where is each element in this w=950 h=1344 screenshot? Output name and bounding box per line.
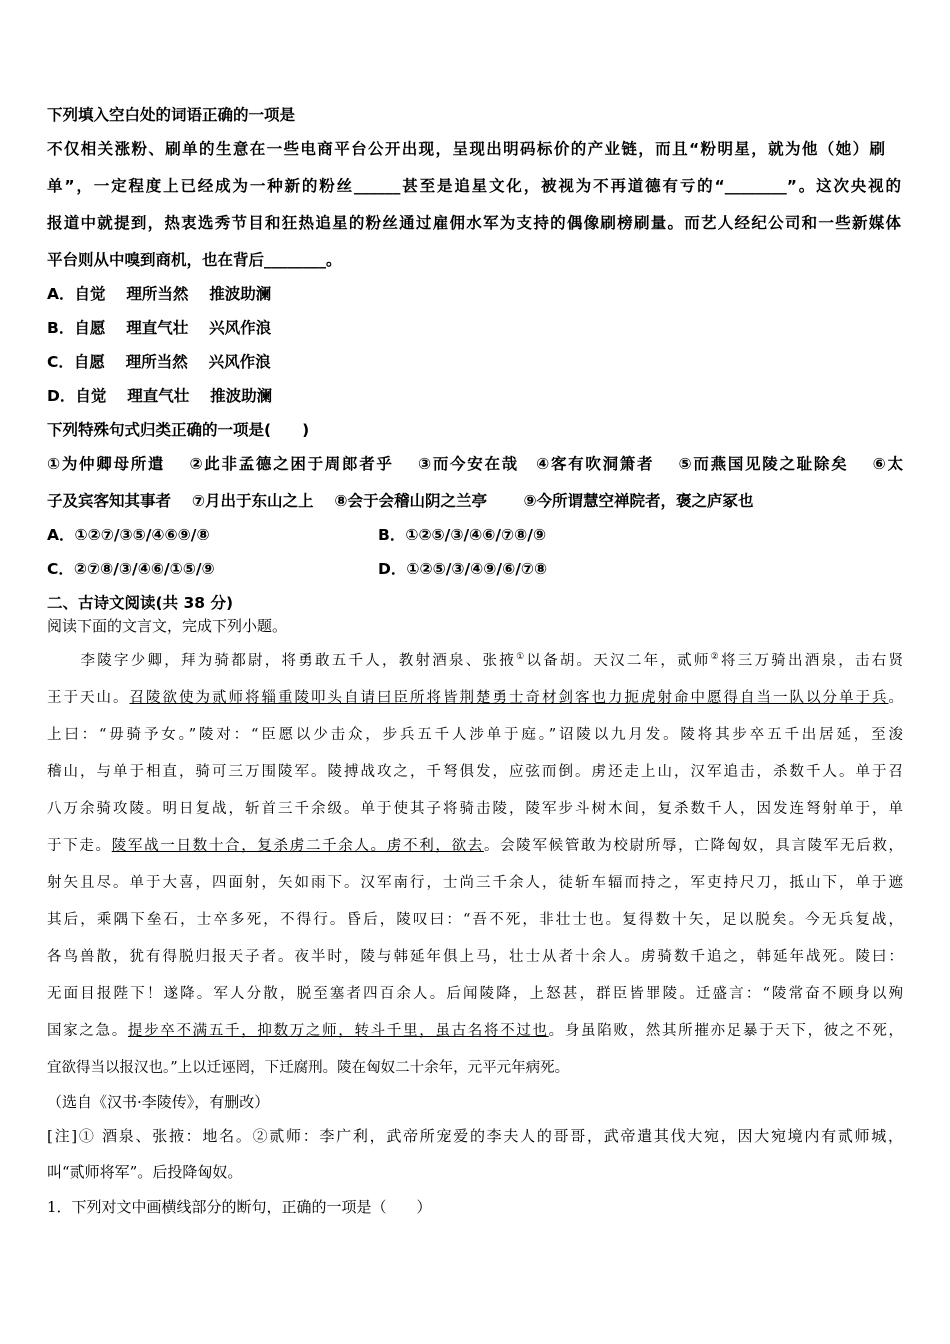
passage-note: 叫“贰师将军”。后投降匈奴。: [47, 1163, 243, 1181]
underlined-sentence: 陵军战一日数十合，复杀虏二千余人。虏不利，欲去: [111, 838, 484, 854]
passage-source: （选自《汉书·李陵传》，有删改）: [47, 1093, 270, 1111]
passage-line: 射矢且尽。单于大喜，四面射，矢如雨下。汉军南行，士尚三千余人，徒斩车辐而持之，军吏持尺刀，抵山下，单于遮: [47, 875, 903, 891]
passage-line: 宜欲得当以报汉也。”上以迁诬罔，下迁腐刑。陵在匈奴二十余年，元平元年病死。: [47, 1060, 570, 1076]
passage-line: 各鸟兽散，犹有得脱归报天子者。夜半时，陵与韩延年俱上马，壮士从者十余人。虏骑数千追之，韩延年战死。陵曰：: [47, 949, 903, 965]
option-b[interactable]: B．①②⑤/③/④⑥/⑦⑧/⑨: [378, 526, 547, 544]
question-1-stem: 1．下列对文中画横线部分的断句，正确的一项是（ ）: [47, 1198, 432, 1216]
question-paragraph-line: 单”，一定程度上已经成为一种新的粉丝______甚至是追星文化，被视为不再道德有亏的“________”。这次央视的: [47, 177, 901, 195]
option-b[interactable]: B．自愿 理直气壮 兴风作浪: [47, 319, 272, 337]
question-stem: 下列特殊句式归类正确的一项是( ): [47, 421, 310, 439]
underlined-sentence: 召陵欲使为贰师将辎重陵叩头自请曰臣所将皆荆楚勇士奇材剑客也力扼虎射命中愿得自当一队以分单于兵: [129, 690, 889, 706]
passage-line: 王于天山。召陵欲使为贰师将辎重陵叩头自请曰臣所将皆荆楚勇士奇材剑客也力扼虎射命中愿得自当一队以分单于兵。: [47, 690, 903, 706]
passage-line: 无面目报陛下！遂降。军人分散，脱至塞者四百余人。后闻陵降，上怒甚，群臣皆罪陵。迁盛言：“陵常奋不顾身以殉: [47, 986, 903, 1002]
option-d[interactable]: D．①②⑤/③/④⑨/⑥/⑦⑧: [378, 560, 548, 578]
question-stem: 下列填入空白处的词语正确的一项是: [47, 106, 296, 124]
question-paragraph-line: 不仅相关涨粉、刷单的生意在一些电商平台公开出现，呈现出明码标价的产业链，而且“粉明星，就为他（她）刷: [47, 140, 885, 158]
passage-line: 其后，乘隅下垒石，士卒多死，不得行。昏后，陵叹曰：“吾不死，非壮士也。复得数十矢，足以脱矣。今无兵复战，: [47, 912, 903, 928]
sentence-list-line: ①为仲卿母所遣 ②此非孟德之困于周郎者乎 ③而今安在哉 ④客有吹洞箫者 ⑤而燕国见陵之耻除矣 ⑥太: [47, 455, 903, 473]
section-title: 二、古诗文阅读(共 38 分): [47, 594, 234, 612]
passage-line: 稽山，与单于相直，骑可三万围陵军。陵搏战攻之，千弩俱发，应弦而倒。虏还走上山，汉军追击，杀数千人。单于召: [47, 764, 903, 780]
section-intro: 阅读下面的文言文，完成下列小题。: [47, 617, 288, 635]
question-paragraph-line: 平台则从中嗅到商机，也在背后________。: [47, 251, 342, 269]
passage-line: 于下走。陵军战一日数十合，复杀虏二千余人。虏不利，欲去。会陵军候管敢为校尉所辱，亡降匈奴，具言陵军无后救，: [47, 838, 904, 854]
option-c[interactable]: C．②⑦⑧/③/④⑥/①⑤/⑨: [47, 560, 215, 578]
option-d[interactable]: D．自觉 理直气壮 推波助澜: [47, 387, 273, 405]
passage-note: [注]① 酒泉、张掖：地名。②贰师：李广利，武帝所宠爱的李夫人的哥哥，武帝遣其伐大宛，因大宛境内有贰师城，: [47, 1127, 903, 1145]
passage-line: 上曰：“毋骑予女。”陵对：“臣愿以少击众，步兵五千人涉单于庭。”诏陵以九月发。陵将其步卒五千出居延，至浚: [47, 727, 903, 743]
underlined-sentence: 提步卒不满五千，抑数万之师，转斗千里，虽古名将不过也: [127, 1023, 549, 1039]
sentence-list-line: 子及宾客知其事者 ⑦月出于东山之上 ⑧会于会稽山阴之兰亭 ⑨今所谓慧空禅院者，褒之庐冢也: [47, 492, 754, 510]
passage-line: 李陵字少卿，拜为骑都尉，将勇敢五千人，教射酒泉、张掖①以备胡。天汉二年，贰师②将三万骑出酒泉，击右贤: [47, 652, 904, 669]
passage-line: 国家之急。提步卒不满五千，抑数万之师，转斗千里，虽古名将不过也。身虽陷败，然其所摧亦足暴于天下，彼之不死，: [47, 1023, 904, 1039]
option-c[interactable]: C．自愿 理所当然 兴风作浪: [47, 353, 271, 371]
question-paragraph-line: 报道中就提到，热衷选秀节目和狂热追星的粉丝通过雇佣水军为支持的偶像刷榜刷量。而艺人经纪公司和一些新媒体: [47, 214, 901, 232]
option-a[interactable]: A．①②⑦/③⑤/④⑥⑨/⑧: [47, 526, 210, 544]
passage-line: 八万余骑攻陵。明日复战，斩首三千余级。单于使其子将骑击陵，陵军步斗树木间，复杀数千人，因发连弩射单于，单: [47, 801, 903, 817]
option-a[interactable]: A．自觉 理所当然 推波助澜: [47, 285, 272, 303]
